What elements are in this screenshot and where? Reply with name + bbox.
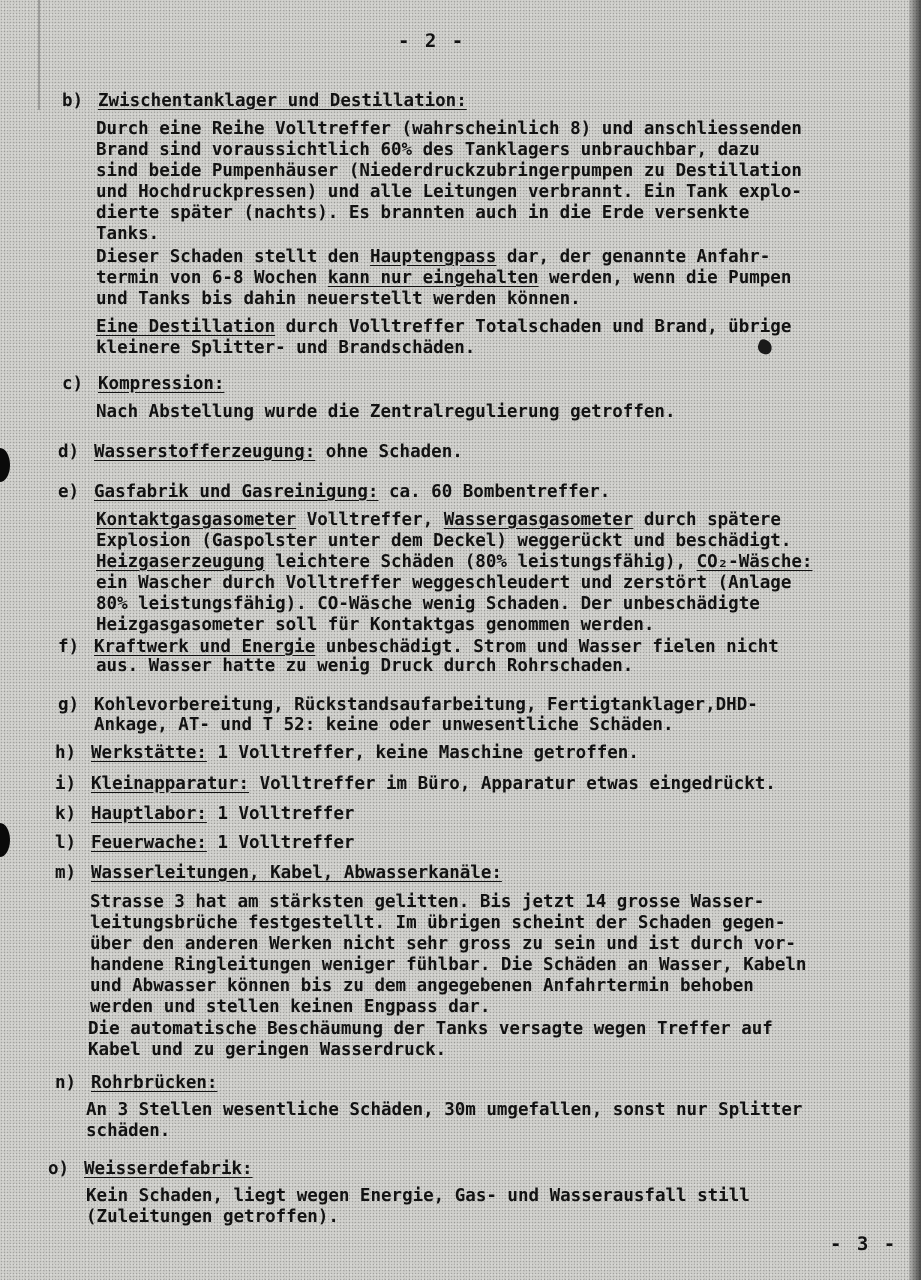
text-line: Ankage, AT- und T 52: keine oder unwesentliche Schäden. — [94, 715, 674, 735]
text-line: Strasse 3 hat am stärksten gelitten. Bis jetzt 14 grosse Wasser- — [90, 892, 765, 912]
text-line: und Tanks bis dahin neuerstellt werden können. — [96, 289, 581, 309]
section-letter: k) — [55, 804, 77, 824]
text-line: sind beide Pumpenhäuser (Niederdruckzubringerpumpen zu Destillation — [96, 161, 802, 181]
section-letter: c) — [62, 374, 84, 394]
section-m-heading — [55, 862, 502, 884]
text-line: Tanks. — [96, 224, 160, 244]
text-line: schäden. — [86, 1121, 171, 1141]
section-b-paragraph-3 — [96, 317, 896, 359]
section-title: Gasfabrik und Gasreinigung: — [94, 482, 379, 502]
section-f-heading — [58, 636, 779, 658]
text: werden, wenn die Pumpen — [538, 268, 792, 288]
text-line: Die automatische Beschäumung der Tanks versagte wegen Treffer auf — [88, 1019, 773, 1039]
text-line: handene Ringleitungen weniger fühlbar. Die Schäden an Wasser, Kabeln — [90, 955, 807, 975]
section-f-text — [96, 656, 896, 677]
section-title: Hauptlabor: — [91, 804, 207, 824]
section-text: Volltreffer im Büro, Apparatur etwas eingedrückt. — [249, 774, 776, 794]
section-k-heading — [55, 803, 354, 825]
section-letter: e) — [58, 482, 80, 502]
text-line: leitungsbrüche festgestellt. Im übrigen scheint der Schaden gegen- — [90, 913, 786, 933]
section-e-heading — [58, 481, 610, 503]
section-text: 1 Volltreffer — [206, 804, 355, 824]
text: leichtere Schäden (80% leistungsfähig), — [264, 552, 697, 572]
section-g-text — [94, 715, 894, 736]
section-letter: o) — [48, 1159, 70, 1179]
section-text: 1 Volltreffer — [206, 833, 355, 853]
text-line: Durch eine Reihe Volltreffer (wahrscheinlich 8) und anschliessenden — [96, 119, 802, 139]
text-line: (Zuleitungen getroffen). — [86, 1207, 339, 1227]
section-letter: d) — [58, 442, 80, 462]
text-line: Kein Schaden, liegt wegen Energie, Gas- und Wasserausfall still — [86, 1186, 750, 1206]
section-letter: i) — [55, 774, 77, 794]
section-title: Werkstätte: — [91, 743, 207, 763]
section-title: Wasserstofferzeugung: — [94, 442, 316, 462]
section-title: Kleinapparatur: — [91, 774, 250, 794]
section-g-heading — [58, 694, 758, 716]
fold-mark — [38, 0, 40, 110]
text-line: kleinere Splitter- und Brandschäden. — [96, 338, 476, 358]
text-line — [96, 247, 896, 268]
section-text: 1 Volltreffer, keine Maschine getroffen. — [206, 743, 639, 763]
underlined-text: Eine Destillation — [96, 317, 276, 337]
section-n-text — [86, 1100, 886, 1142]
section-text: Kohlevorbereitung, Rückstandsaufarbeitung, Fertigtanklager,DHD- — [94, 695, 758, 715]
section-title: Kompression: — [98, 374, 225, 394]
section-text: ohne Schaden. — [315, 442, 463, 462]
section-l-heading — [55, 832, 354, 854]
text-line: werden und stellen keinen Engpass dar. — [90, 997, 491, 1017]
text-line: über den anderen Werken nicht sehr gross zu sein und ist durch vor- — [90, 934, 796, 954]
text: dar, der genannte Anfahr- — [496, 247, 771, 267]
text-line: Kabel und zu geringen Wasserdruck. — [88, 1040, 447, 1060]
text-line: dierte später (nachts). Es brannten auch in die Erde versenkte — [96, 203, 750, 223]
text-line: 80% leistungsfähig). CO-Wäsche wenig Schaden. Der unbeschädigte — [96, 594, 760, 614]
text: Volltreffer, — [296, 510, 444, 530]
section-b-paragraph-1 — [96, 119, 896, 245]
underlined-text: CO₂-Wäsche: — [696, 552, 813, 572]
section-text: ca. 60 Bombentreffer. — [378, 482, 611, 502]
text-line — [96, 268, 896, 289]
punch-hole — [0, 823, 10, 857]
text-line: und Abwasser können bis zu dem angegebenen Anfahrtermin behoben — [90, 976, 754, 996]
text-line: aus. Wasser hatte zu wenig Druck durch Rohrschaden. — [96, 656, 634, 676]
underlined-text: Kontaktgasgasometer — [96, 510, 297, 530]
section-title: Feuerwache: — [91, 833, 207, 853]
underlined-text: kann nur eingehalten — [327, 268, 539, 288]
text: Dieser Schaden stellt den — [96, 247, 370, 267]
text-line: Explosion (Gaspolster unter dem Deckel) weggerückt und beschädigt. — [96, 531, 792, 551]
page-number-top: - 2 - — [398, 30, 466, 52]
section-i-heading — [55, 773, 776, 795]
section-title: Rohrbrücken: — [91, 1073, 218, 1093]
section-d-heading — [58, 441, 463, 463]
text-line: Brand sind voraussichtlich 60% des Tanklagers unbrauchbar, dazu — [96, 140, 760, 160]
section-b-paragraph-2 — [96, 247, 896, 310]
text-line: ein Wascher durch Volltreffer weggeschleudert und zerstört (Anlage — [96, 573, 792, 593]
section-b-heading — [62, 90, 467, 112]
section-letter: b) — [62, 91, 84, 111]
text-line: An 3 Stellen wesentliche Schäden, 30m umgefallen, sonst nur Splitter — [86, 1100, 803, 1120]
underlined-text: Hauptengpass — [369, 247, 497, 267]
punch-hole — [0, 448, 10, 482]
section-title: Zwischentanklager und Destillation: — [98, 91, 467, 111]
text: durch spätere — [633, 510, 781, 530]
section-letter: h) — [55, 743, 77, 763]
section-n-heading — [55, 1072, 217, 1094]
section-m-paragraph-1 — [90, 892, 890, 1018]
section-letter: g) — [58, 695, 80, 715]
section-title: Kraftwerk und Energie — [94, 637, 316, 657]
section-m-paragraph-2 — [88, 1019, 888, 1061]
text-line: und Hochdruckpressen) und alle Leitungen verbrannt. Ein Tank explo- — [96, 182, 802, 202]
section-c-text — [96, 402, 896, 423]
section-h-heading — [55, 742, 639, 764]
section-o-heading — [48, 1158, 253, 1180]
underlined-text: Heizgaserzeugung — [96, 552, 265, 572]
section-letter: l) — [55, 833, 77, 853]
section-letter: n) — [55, 1073, 77, 1093]
text: termin von 6-8 Wochen — [96, 268, 328, 288]
section-e-paragraph — [96, 510, 896, 636]
text-line: Nach Abstellung wurde die Zentralregulierung getroffen. — [96, 402, 676, 422]
text-line — [96, 510, 896, 531]
section-title: Wasserleitungen, Kabel, Abwasserkanäle: — [91, 863, 502, 883]
page-number-bottom: - 3 - — [830, 1233, 898, 1255]
underlined-text: Wassergasgasometer — [443, 510, 634, 530]
section-text: unbeschädigt. Strom und Wasser fielen nicht — [315, 637, 779, 657]
section-o-text — [86, 1186, 886, 1228]
text: durch Volltreffer Totalschaden und Brand, übrige — [275, 317, 792, 337]
text-line: Heizgasgasometer soll für Kontaktgas genommen werden. — [96, 615, 655, 635]
section-letter: f) — [58, 637, 80, 657]
text-line — [96, 317, 896, 338]
scan-edge-shadow — [909, 0, 921, 1280]
section-c-heading — [62, 373, 224, 395]
section-title: Weisserdefabrik: — [84, 1159, 253, 1179]
section-letter: m) — [55, 863, 77, 883]
text-line — [96, 552, 896, 573]
